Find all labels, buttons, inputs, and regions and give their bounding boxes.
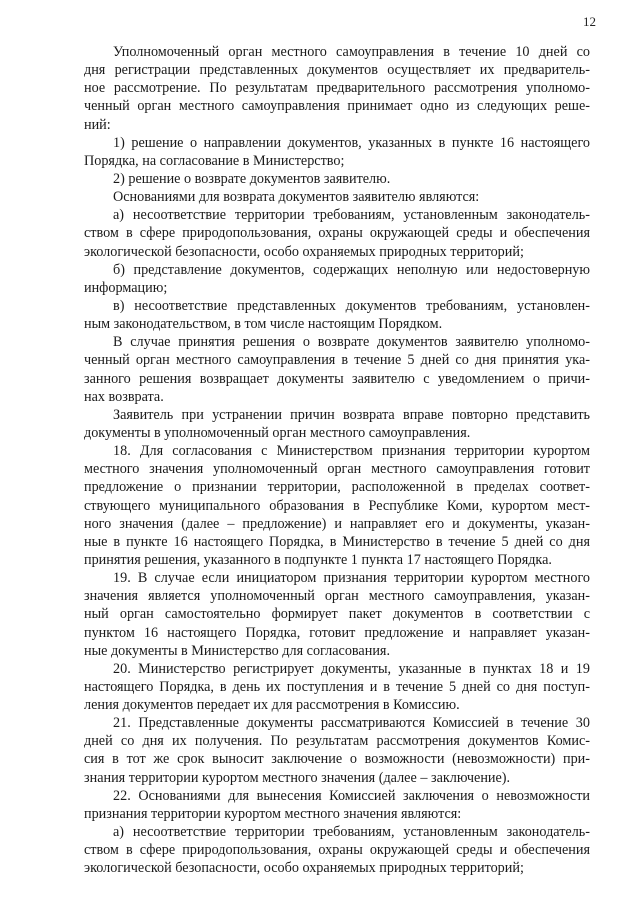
text-line: ний: (84, 116, 111, 133)
text-line: ченный орган местного самоуправления принимает одно из следующих реше- (84, 98, 590, 115)
text-line: В случае принятия решения о возврате документов заявителю уполномо- (113, 334, 590, 351)
text-line: знания территории курортом местного значения (далее – заключение). (84, 769, 511, 786)
text-line: 20. Министерство регистрирует документы, указанные в пунктах 18 и 19 (113, 660, 590, 677)
text-line: 22. Основаниями для вынесения Комиссией заключения о невозможности (113, 787, 590, 804)
text-line: ченный орган местного самоуправления в течение 5 дней со дня принятия ука- (84, 352, 590, 369)
text-line: ное рассмотрение. По результатам предварительного рассмотрения уполномо- (84, 80, 590, 97)
text-line: предложение о признании территории, расположенной в пределах соответ- (84, 479, 590, 496)
text-line: а) несоответствие территории требованиям, установленным законодатель- (113, 207, 590, 224)
text-line: экологической безопасности, особо охраняемых природных территорий; (84, 860, 524, 877)
text-line: признания территории курортом местного значения являются: (84, 805, 462, 822)
text-line: ные в пункте 16 настоящего Порядка, в Министерство в течение 5 дней со дня (84, 533, 590, 550)
text-line: в) несоответствие представленных документов требованиям, установлен- (113, 297, 590, 314)
text-line: местного значения уполномоченный орган местного самоуправления готовит (84, 461, 590, 478)
text-line: нах возврата. (84, 388, 164, 405)
text-line: принятия решения, указанного в подпункте 1 пункта 17 настоящего Порядка. (84, 551, 552, 568)
text-line: занного решения возвращает документы заявителю с уведомлением о причи- (84, 370, 590, 387)
text-line: ным законодательством, в том числе настоящим Порядком. (84, 316, 443, 333)
text-line: Основаниями для возврата документов заявителю являются: (113, 189, 480, 206)
text-line: Порядка, на согласование в Министерство; (84, 152, 345, 169)
text-line: ный орган самостоятельно формирует пакет документов в соответствии с (84, 606, 590, 623)
text-line: 19. В случае если инициатором признания территории курортом местного (113, 570, 590, 587)
text-line: дней со дня их получения. По результатам рассмотрения документов Комис- (84, 733, 590, 750)
text-line: ные документы в Министерство для согласования. (84, 642, 390, 659)
text-line: ством в сфере природопользования, охраны окружающей среды и обеспечения (84, 842, 590, 859)
text-line: ством в сфере природопользования, охраны окружающей среды и обеспечения (84, 225, 590, 242)
text-line: ного значения (далее – предложение) и направляет его и документы, указан- (84, 515, 590, 532)
text-line: б) представление документов, содержащих неполную или недостоверную (113, 261, 590, 278)
text-line: Заявитель при устранении причин возврата вправе повторно представить (113, 406, 590, 423)
text-line: 18. Для согласования с Министерством признания территории курортом (113, 443, 590, 460)
text-line: 1) решение о направлении документов, указанных в пункте 16 настоящего (113, 134, 590, 151)
text-line: Уполномоченный орган местного самоуправления в течение 10 дней со (113, 44, 590, 60)
text-line: пунктом 16 настоящего Порядка, готовит предложение и направляет указан- (84, 624, 590, 641)
text-line: значения является уполномоченный орган местного самоуправления, указан- (84, 588, 590, 605)
text-line: информацию; (84, 279, 168, 296)
text-line: ления документов передает их для рассмотрения в Комиссию. (84, 697, 460, 714)
text-line: ствующего муниципального образования в Республике Коми, курортом мест- (84, 497, 590, 514)
text-line: дня регистрации представленных документов осуществляет их предваритель- (84, 62, 590, 79)
text-line: 2) решение о возврате документов заявителю. (113, 170, 391, 187)
text-line: а) несоответствие территории требованиям, установленным законодатель- (113, 824, 590, 841)
page-number: 12 (583, 14, 596, 29)
text-line: экологической безопасности, особо охраняемых природных территорий; (84, 243, 524, 260)
document-body (84, 43, 590, 877)
text-line: настоящего Порядка, в день их поступления и в течение 5 дней со дня поступ- (84, 678, 590, 695)
text-line: сия в тот же срок выносит заключение о возможности (невозможности) при- (84, 751, 590, 768)
text-line: 21. Представленные документы рассматриваются Комиссией в течение 30 (113, 715, 590, 732)
text-line: документы в уполномоченный орган местного самоуправления. (84, 424, 471, 441)
